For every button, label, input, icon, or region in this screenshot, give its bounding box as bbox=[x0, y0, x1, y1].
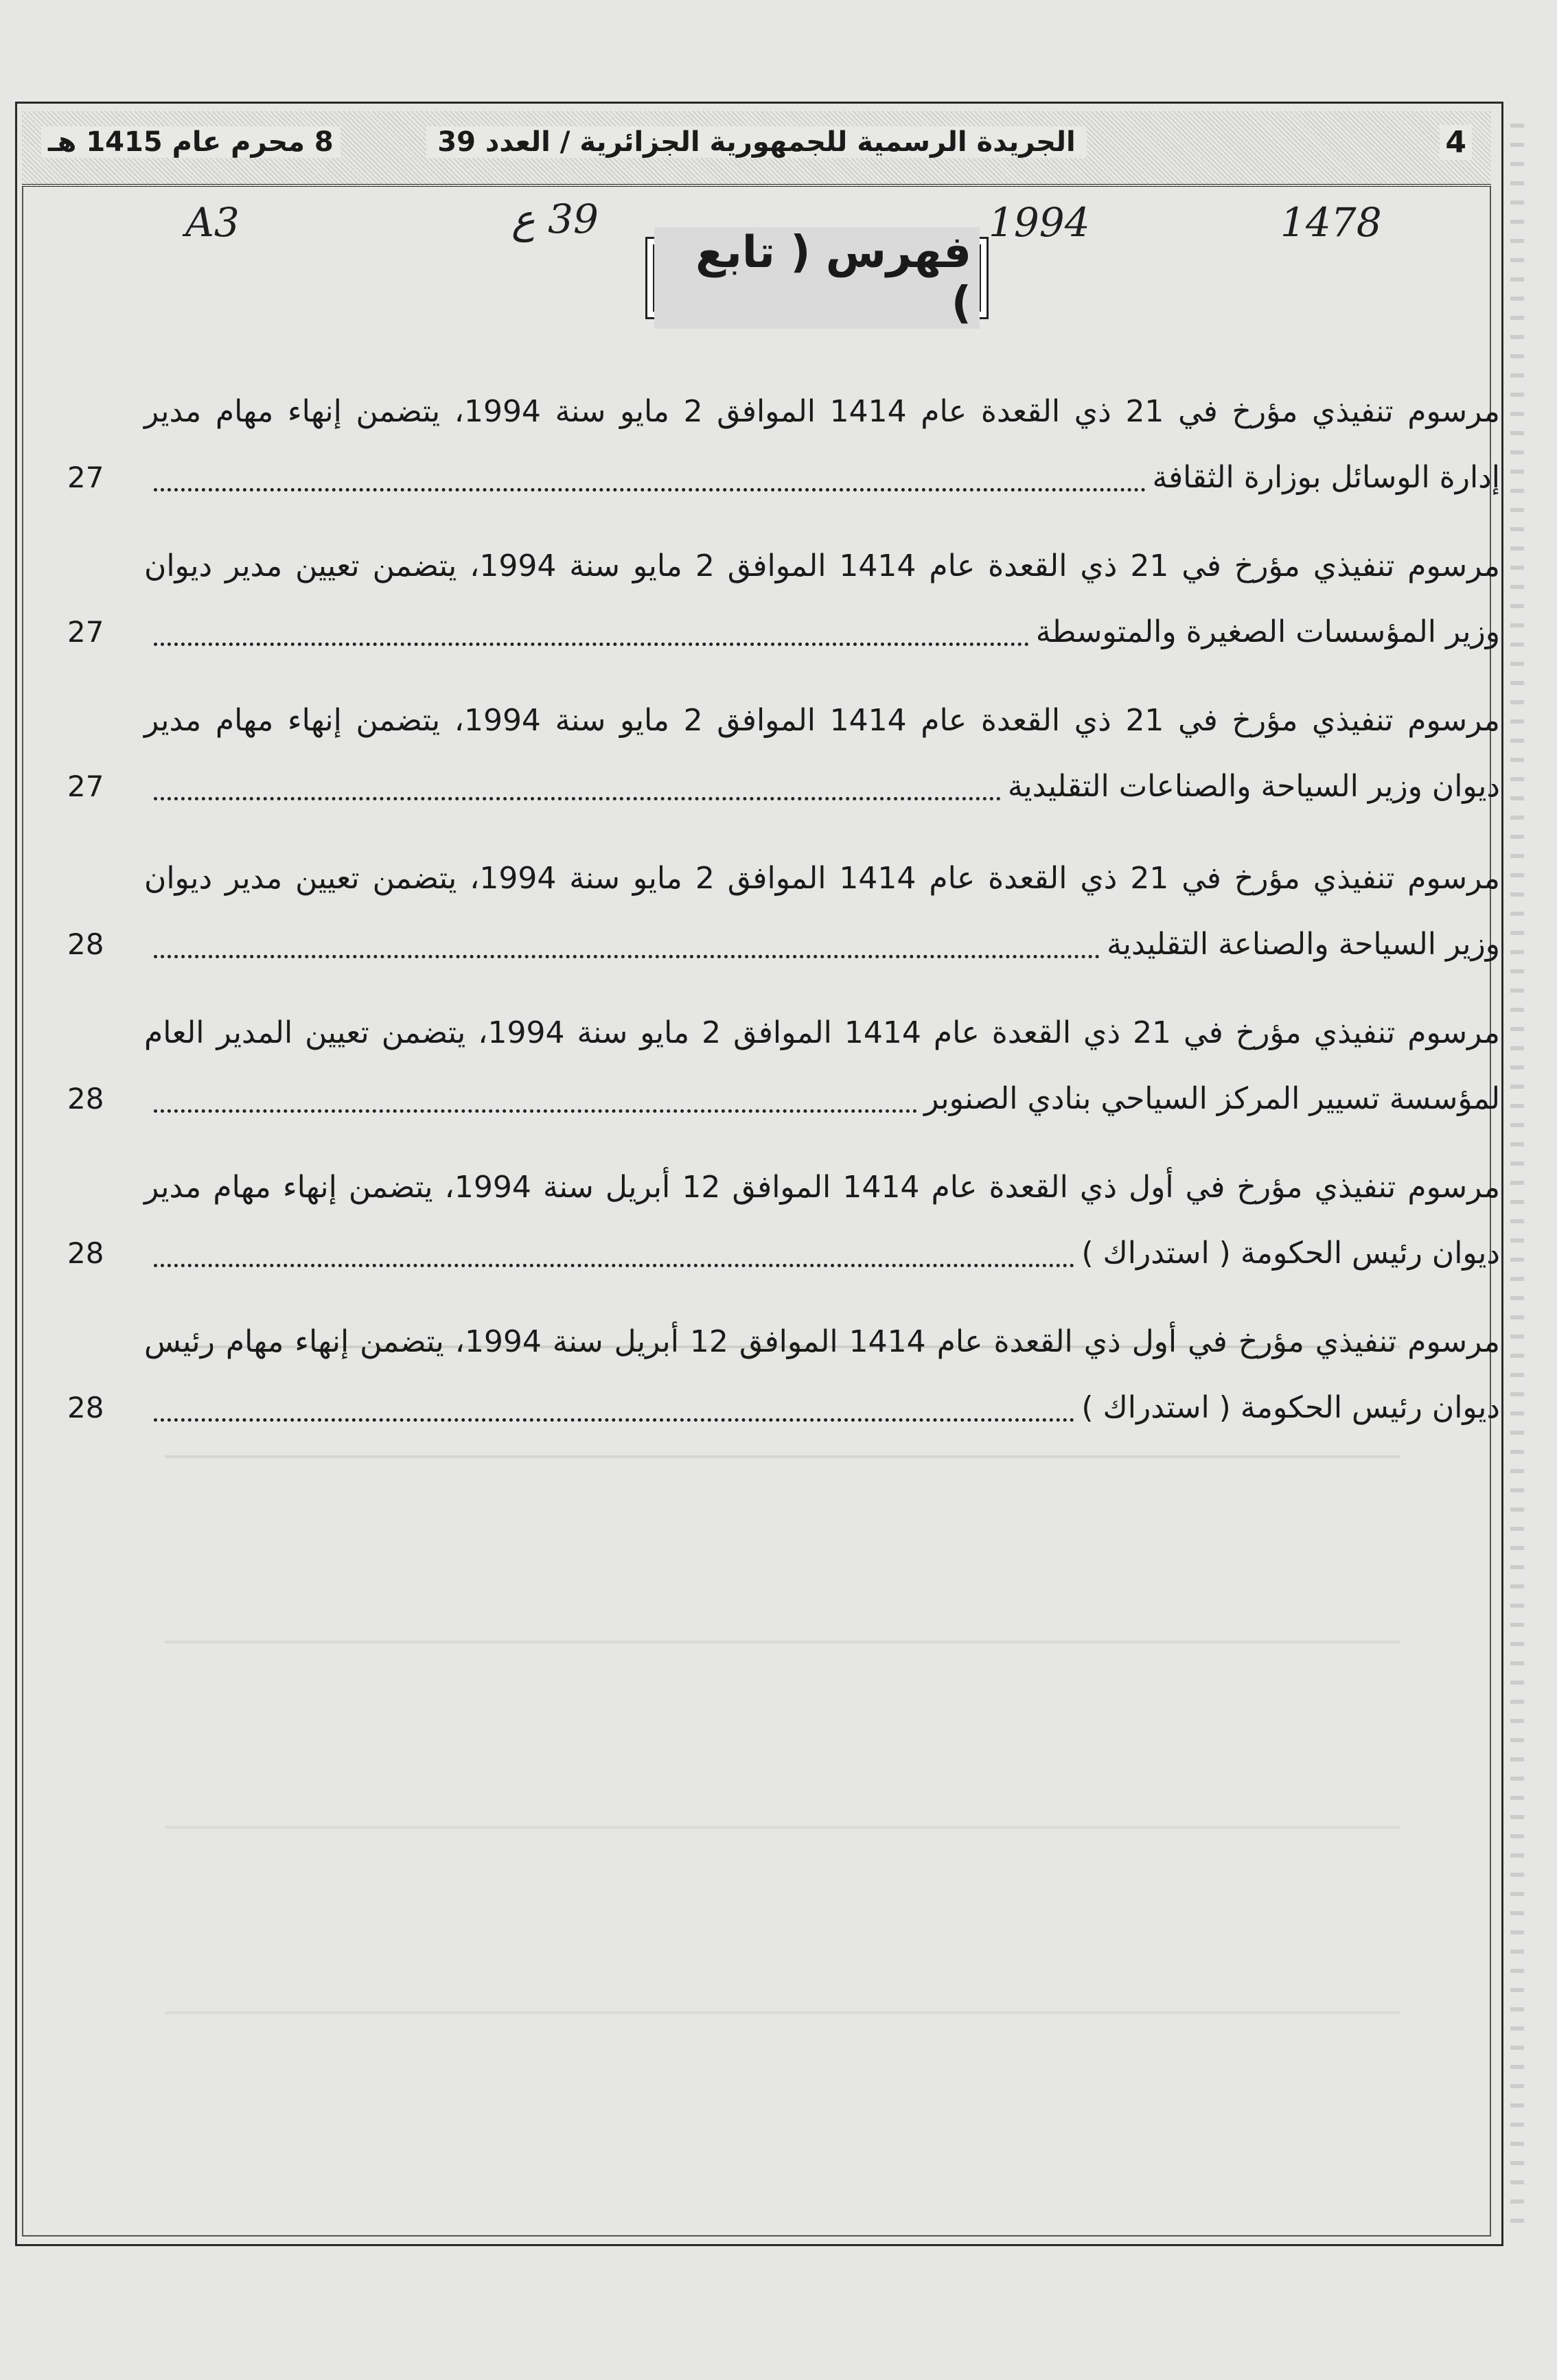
entry-line-1: مرسوم تنفيذي مؤرخ في 21 ذي القعدة عام 1414 الموافق 2 مايو سنة 1994، يتضمن إنهاء مهام مدير bbox=[144, 394, 1500, 429]
handwritten-note-year: 1994 bbox=[989, 199, 1090, 246]
entry-line-2 bbox=[144, 1226, 1500, 1281]
index-entry bbox=[67, 693, 1500, 817]
hijri-date: 8 محرم عام 1415 هـ bbox=[41, 126, 341, 158]
dot-leader bbox=[154, 643, 1029, 646]
entry-line-2 bbox=[144, 1072, 1500, 1127]
entry-line-2-text: لمؤسسة تسيير المركز السياحي بنادي الصنوبر bbox=[924, 1081, 1500, 1116]
index-entry bbox=[67, 1315, 1500, 1438]
entry-line-2 bbox=[144, 605, 1500, 660]
entry-line-2 bbox=[144, 917, 1500, 972]
index-entry bbox=[67, 539, 1500, 662]
entry-line-2-text: وزير السياحة والصناعة التقليدية bbox=[1107, 927, 1500, 962]
handwritten-note-left: A3 bbox=[185, 199, 240, 246]
index-entry bbox=[67, 851, 1500, 975]
entry-line-2 bbox=[144, 450, 1500, 505]
entry-line-1: مرسوم تنفيذي مؤرخ في 21 ذي القعدة عام 1414 الموافق 2 مايو سنة 1994، يتضمن تعيين مدير ديوان bbox=[144, 861, 1500, 896]
entry-line-2 bbox=[144, 1380, 1500, 1435]
handwritten-note-number: 1478 bbox=[1280, 199, 1382, 246]
entry-line-2-text: ديوان رئيس الحكومة ( استدراك ) bbox=[1081, 1390, 1500, 1425]
entry-page-number: 27 bbox=[67, 615, 104, 649]
index-title: فهرس ( تابع ) bbox=[654, 227, 980, 329]
entry-page-number: 28 bbox=[67, 1236, 104, 1270]
entry-line-2-text: ديوان رئيس الحكومة ( استدراك ) bbox=[1081, 1236, 1500, 1271]
dot-leader bbox=[154, 797, 1001, 800]
entry-page-number: 28 bbox=[67, 927, 104, 961]
entry-line-1: مرسوم تنفيذي مؤرخ في 21 ذي القعدة عام 1414 الموافق 2 مايو سنة 1994، يتضمن إنهاء مهام مدير bbox=[144, 703, 1500, 738]
entry-line-2-text: إدارة الوسائل بوزارة الثقافة bbox=[1152, 460, 1500, 495]
entry-line-2 bbox=[144, 759, 1500, 814]
handwritten-note-issue: 39 ع bbox=[511, 196, 599, 242]
dot-leader bbox=[154, 1109, 917, 1113]
dot-leader bbox=[154, 1264, 1074, 1267]
dot-leader bbox=[154, 955, 1100, 958]
index-entry bbox=[67, 384, 1500, 508]
entry-line-1: مرسوم تنفيذي مؤرخ في 21 ذي القعدة عام 1414 الموافق 2 مايو سنة 1994، يتضمن تعيين المدير العام bbox=[144, 1015, 1500, 1050]
entry-line-1: مرسوم تنفيذي مؤرخ في 21 ذي القعدة عام 1414 الموافق 2 مايو سنة 1994، يتضمن تعيين مدير ديوان bbox=[144, 548, 1500, 584]
page-number: 4 bbox=[1440, 125, 1472, 160]
entry-page-number: 27 bbox=[67, 770, 104, 803]
index-entry bbox=[67, 1006, 1500, 1129]
entry-page-number: 28 bbox=[67, 1082, 104, 1116]
index-entry bbox=[67, 1160, 1501, 1284]
dot-leader bbox=[154, 1418, 1074, 1422]
entry-line-2-text: وزير المؤسسات الصغيرة والمتوسطة bbox=[1035, 614, 1500, 649]
entry-line-1: مرسوم تنفيذي مؤرخ في أول ذي القعدة عام 1414 الموافق 12 أبريل سنة 1994، يتضمن إنهاء مهام رئيس bbox=[144, 1324, 1500, 1359]
entry-line-1: مرسوم تنفيذي مؤرخ في أول ذي القعدة عام 1414 الموافق 12 أبريل سنة 1994، يتضمن إنهاء مهام مدير bbox=[144, 1170, 1501, 1205]
journal-title-text: الجريدة الرسمية للجمهورية الجزائرية / العدد 39 bbox=[426, 126, 1086, 158]
entry-page-number: 27 bbox=[67, 461, 104, 494]
dot-leader bbox=[154, 488, 1146, 492]
entry-page-number: 28 bbox=[67, 1391, 104, 1424]
entry-line-2-text: ديوان وزير السياحة والصناعات التقليدية bbox=[1007, 769, 1500, 804]
